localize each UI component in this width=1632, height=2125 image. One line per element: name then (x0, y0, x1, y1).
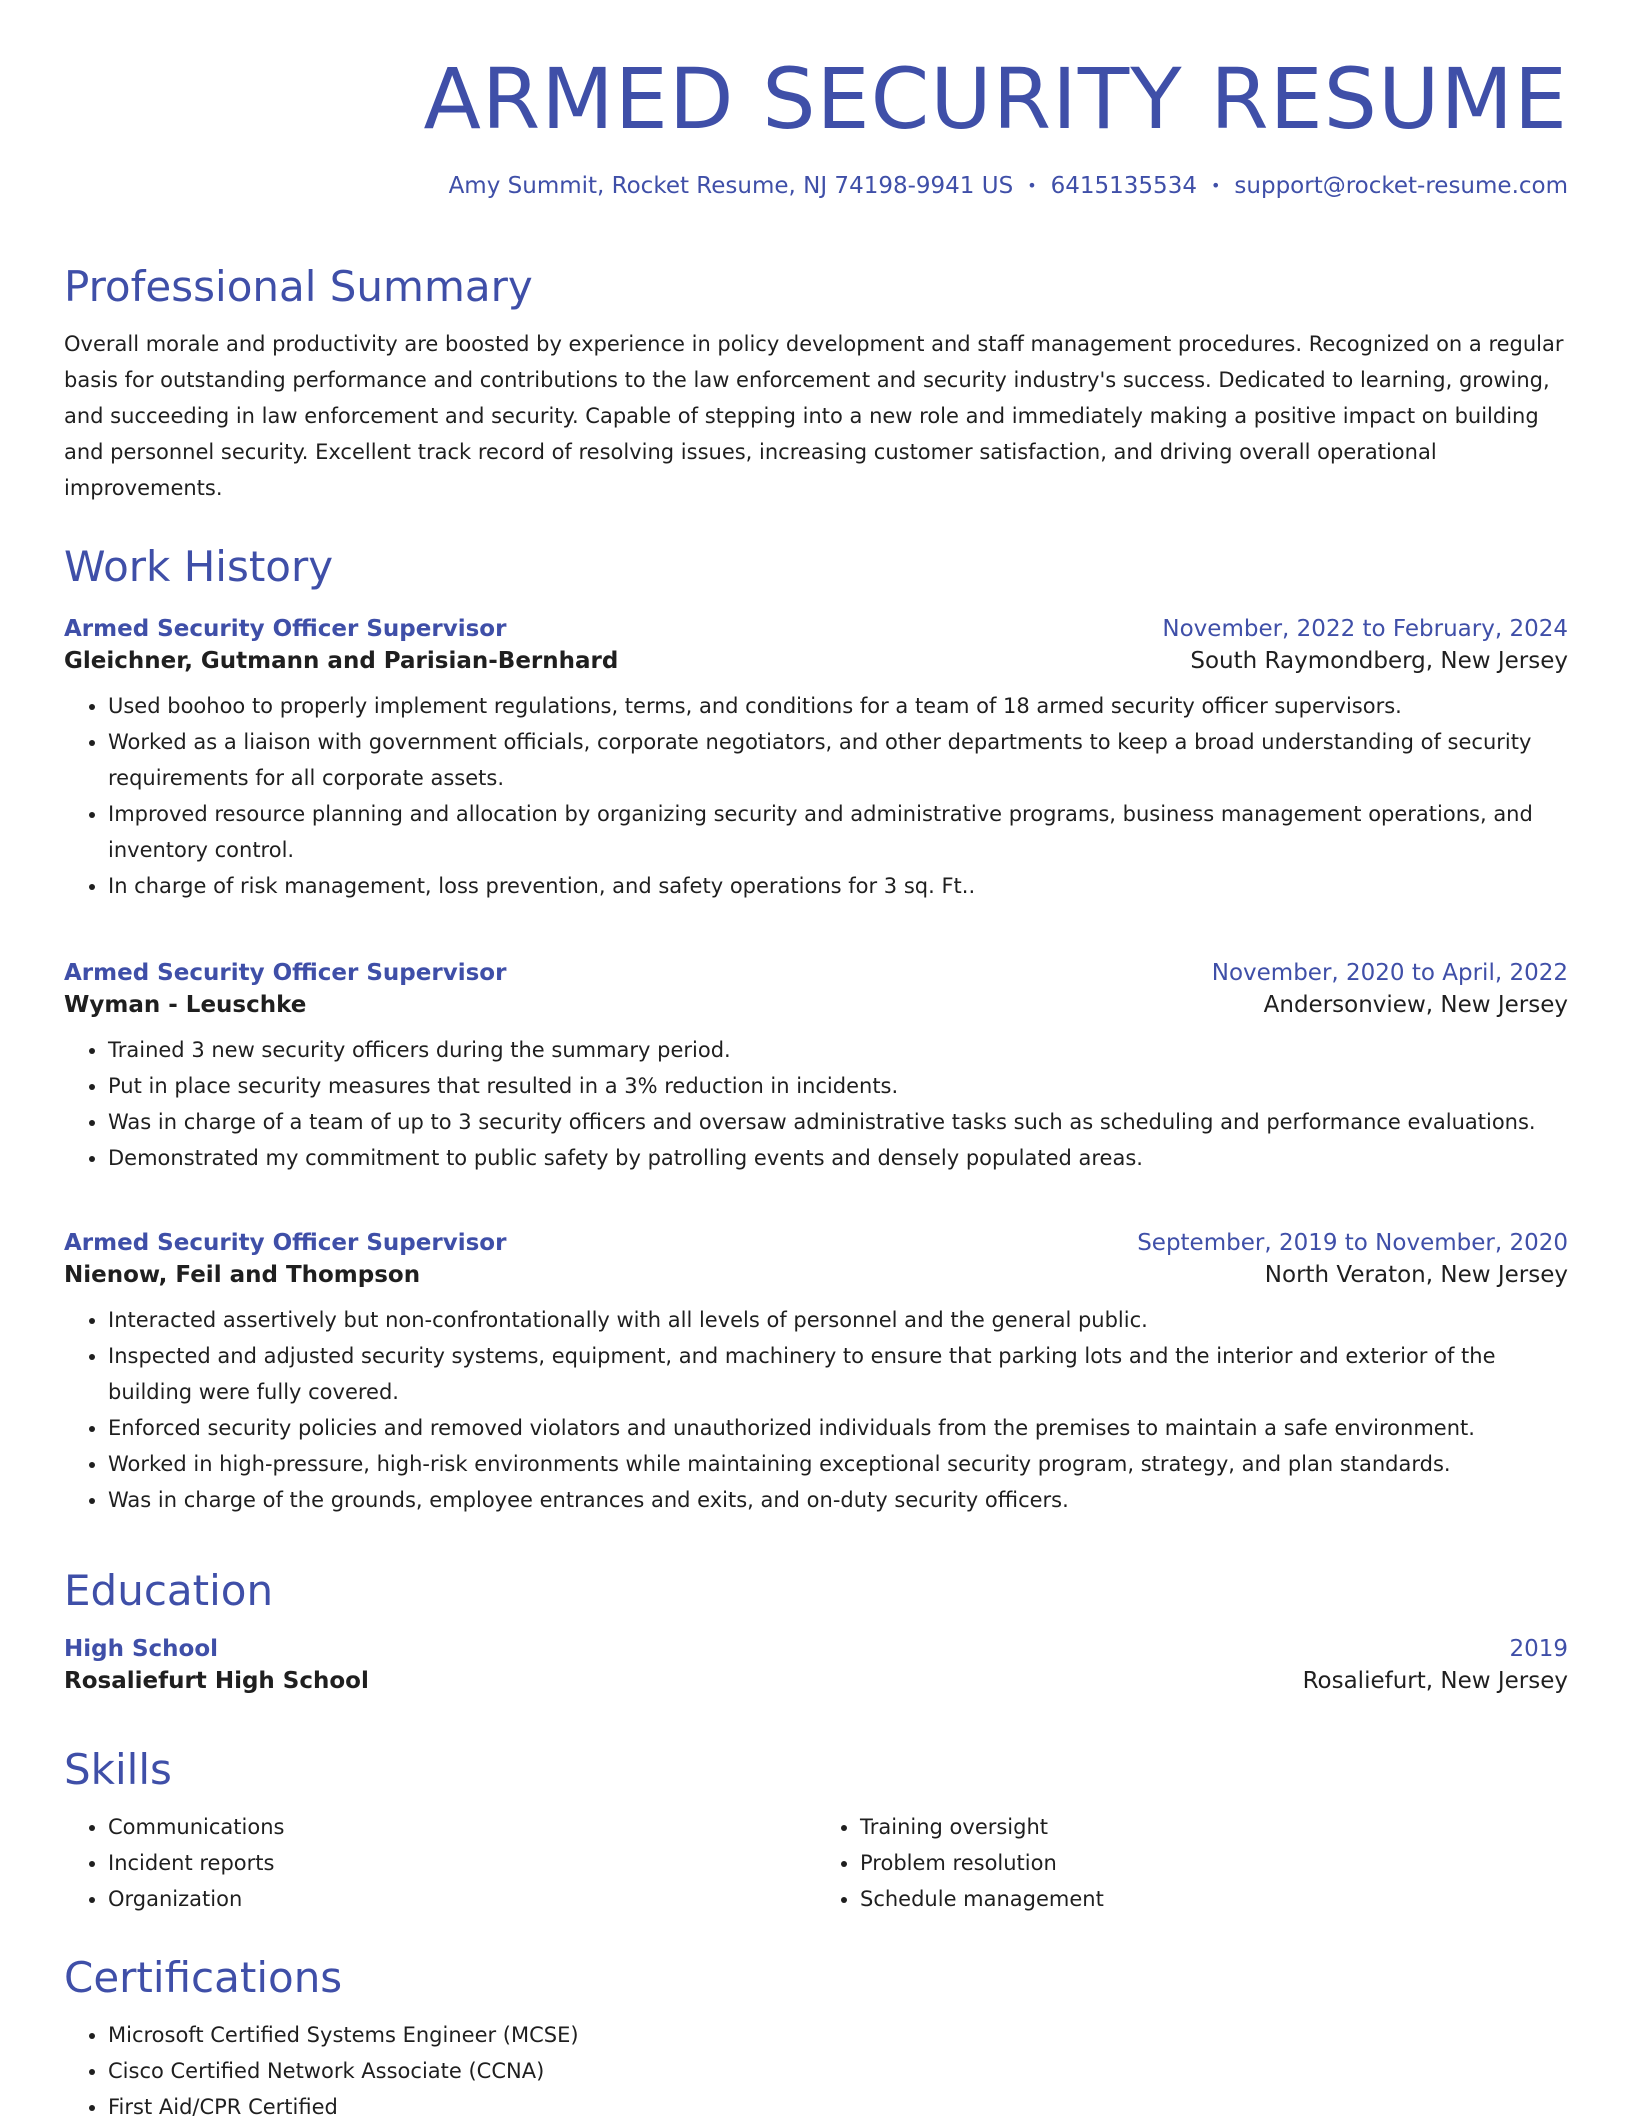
certifications-section (64, 1953, 1568, 2125)
work-history-heading: Work History (64, 542, 334, 591)
summary-heading: Professional Summary (64, 262, 533, 311)
skills-heading: Skills (64, 1745, 172, 1794)
education-school-row (64, 1668, 1568, 1694)
skill-item: • Problem resolution (860, 1845, 1568, 1881)
contact-line (64, 172, 1568, 202)
separator-dot: • (1210, 176, 1221, 196)
job-bullet: • Put in place security measures that resulted in a 3% reduction in incidents. (108, 1068, 1568, 1104)
job-company: Gleichner, Gutmann and Parisian-Bernhard (64, 648, 619, 674)
job-bullet: • Used boohoo to properly implement regulations, terms, and conditions for a team of 18 armed security officer supervisors. (108, 688, 1568, 724)
job-company: Wyman - Leuschke (64, 992, 307, 1018)
job-company: Nienow, Feil and Thompson (64, 1262, 421, 1288)
education-school: Rosaliefurt High School (64, 1668, 369, 1695)
contact-phone: 6415135534 (1050, 173, 1197, 200)
job-bullet: • Worked in high-pressure, high-risk environments while maintaining exceptional security program, strategy, and plan standards. (108, 1446, 1568, 1482)
job-location: Andersonview, New Jersey (1263, 992, 1568, 1018)
education-heading: Education (64, 1566, 274, 1615)
job-bullets (64, 1032, 1568, 1176)
certification-item: • Cisco Certified Network Associate (CCNA) (108, 2053, 1568, 2089)
job-company-row (64, 648, 1568, 674)
job-header (64, 616, 1568, 642)
certifications-heading: Certifications (64, 1953, 343, 2002)
skills-list-left (64, 1809, 816, 1917)
skills-section (64, 1745, 1568, 1917)
job-entry (64, 1230, 1568, 1518)
contact-email: support@rocket-resume.com (1234, 173, 1568, 200)
job-company-row (64, 992, 1568, 1018)
education-location: Rosaliefurt, New Jersey (1302, 1668, 1568, 1695)
job-location: South Raymondberg, New Jersey (1190, 648, 1568, 674)
certifications-list (64, 2017, 1568, 2125)
job-bullet: • Interacted assertively but non-confrontationally with all levels of personnel and the general public. (108, 1302, 1568, 1338)
job-bullet: • Trained 3 new security officers during the summary period. (108, 1032, 1568, 1068)
work-history-section (64, 542, 1568, 592)
job-bullet: • Enforced security policies and removed violators and unauthorized individuals from the premises to maintain a safe environment. (108, 1410, 1568, 1446)
job-bullet: • Was in charge of a team of up to 3 security officers and oversaw administrative tasks such as scheduling and performance evaluations. (108, 1104, 1568, 1140)
education-section (64, 1566, 1568, 1694)
job-company-row (64, 1262, 1568, 1288)
job-title: Armed Security Officer Supervisor (64, 960, 507, 986)
skill-item: • Training oversight (860, 1809, 1568, 1845)
contact-address: Amy Summit, Rocket Resume, NJ 74198-9941 US (448, 173, 1014, 200)
certification-item: • First Aid/CPR Certified (108, 2089, 1568, 2125)
summary-text: Overall morale and productivity are boosted by experience in policy development and staff management procedures. Recognized on a regular basis for outstanding performance and contributions to the law enforcement and security industry's success. Dedicated to learning, growing, and succeeding in law enforcement and security. Capable of stepping into a new role and immediately making a positive impact on building and personnel security. Excellent track record of resolving issues, increasing customer satisfaction, and driving overall operational improvements. (64, 332, 1564, 501)
skill-item: • Organization (108, 1881, 816, 1917)
job-bullet: • In charge of risk management, loss prevention, and safety operations for 3 sq. Ft.. (108, 868, 1568, 904)
job-location: North Veraton, New Jersey (1264, 1262, 1568, 1288)
separator-dot: • (1027, 176, 1037, 196)
skill-item: • Incident reports (108, 1845, 816, 1881)
job-header (64, 960, 1568, 986)
job-title: Armed Security Officer Supervisor (64, 616, 507, 642)
job-entry (64, 960, 1568, 1176)
job-header (64, 1230, 1568, 1256)
job-dates: November, 2020 to April, 2022 (1211, 960, 1568, 986)
job-bullet: • Demonstrated my commitment to public safety by patrolling events and densely populated areas. (108, 1140, 1568, 1176)
job-bullets (64, 1302, 1568, 1518)
job-bullet: • Worked as a liaison with government officials, corporate negotiators, and other departments to keep a broad understanding of security requirements for all corporate assets. (108, 724, 1568, 796)
job-entry (64, 616, 1568, 904)
certification-item: • Microsoft Certified Systems Engineer (MCSE) (108, 2017, 1568, 2053)
job-title: Armed Security Officer Supervisor (64, 1230, 507, 1256)
resume-title: ARMED SECURITY RESUME (423, 50, 1568, 148)
job-bullet: • Was in charge of the grounds, employee entrances and exits, and on-duty security officers. (108, 1482, 1568, 1518)
summary-section (64, 262, 1568, 506)
skill-item: • Communications (108, 1809, 816, 1845)
education-degree: High School (64, 1636, 219, 1663)
job-bullets (64, 688, 1568, 904)
job-bullet: • Inspected and adjusted security systems, equipment, and machinery to ensure that parking lots and the interior and exterior of the building were fully covered. (108, 1338, 1568, 1410)
education-header (64, 1636, 1568, 1662)
job-dates: September, 2019 to November, 2020 (1137, 1230, 1568, 1256)
education-year: 2019 (1509, 1636, 1568, 1663)
job-bullet: • Improved resource planning and allocation by organizing security and administrative programs, business management operations, and inventory control. (108, 796, 1568, 868)
skills-columns (64, 1809, 1568, 1917)
job-dates: November, 2022 to February, 2024 (1162, 616, 1568, 642)
skill-item: • Schedule management (860, 1881, 1568, 1917)
skills-list-right (816, 1809, 1568, 1917)
